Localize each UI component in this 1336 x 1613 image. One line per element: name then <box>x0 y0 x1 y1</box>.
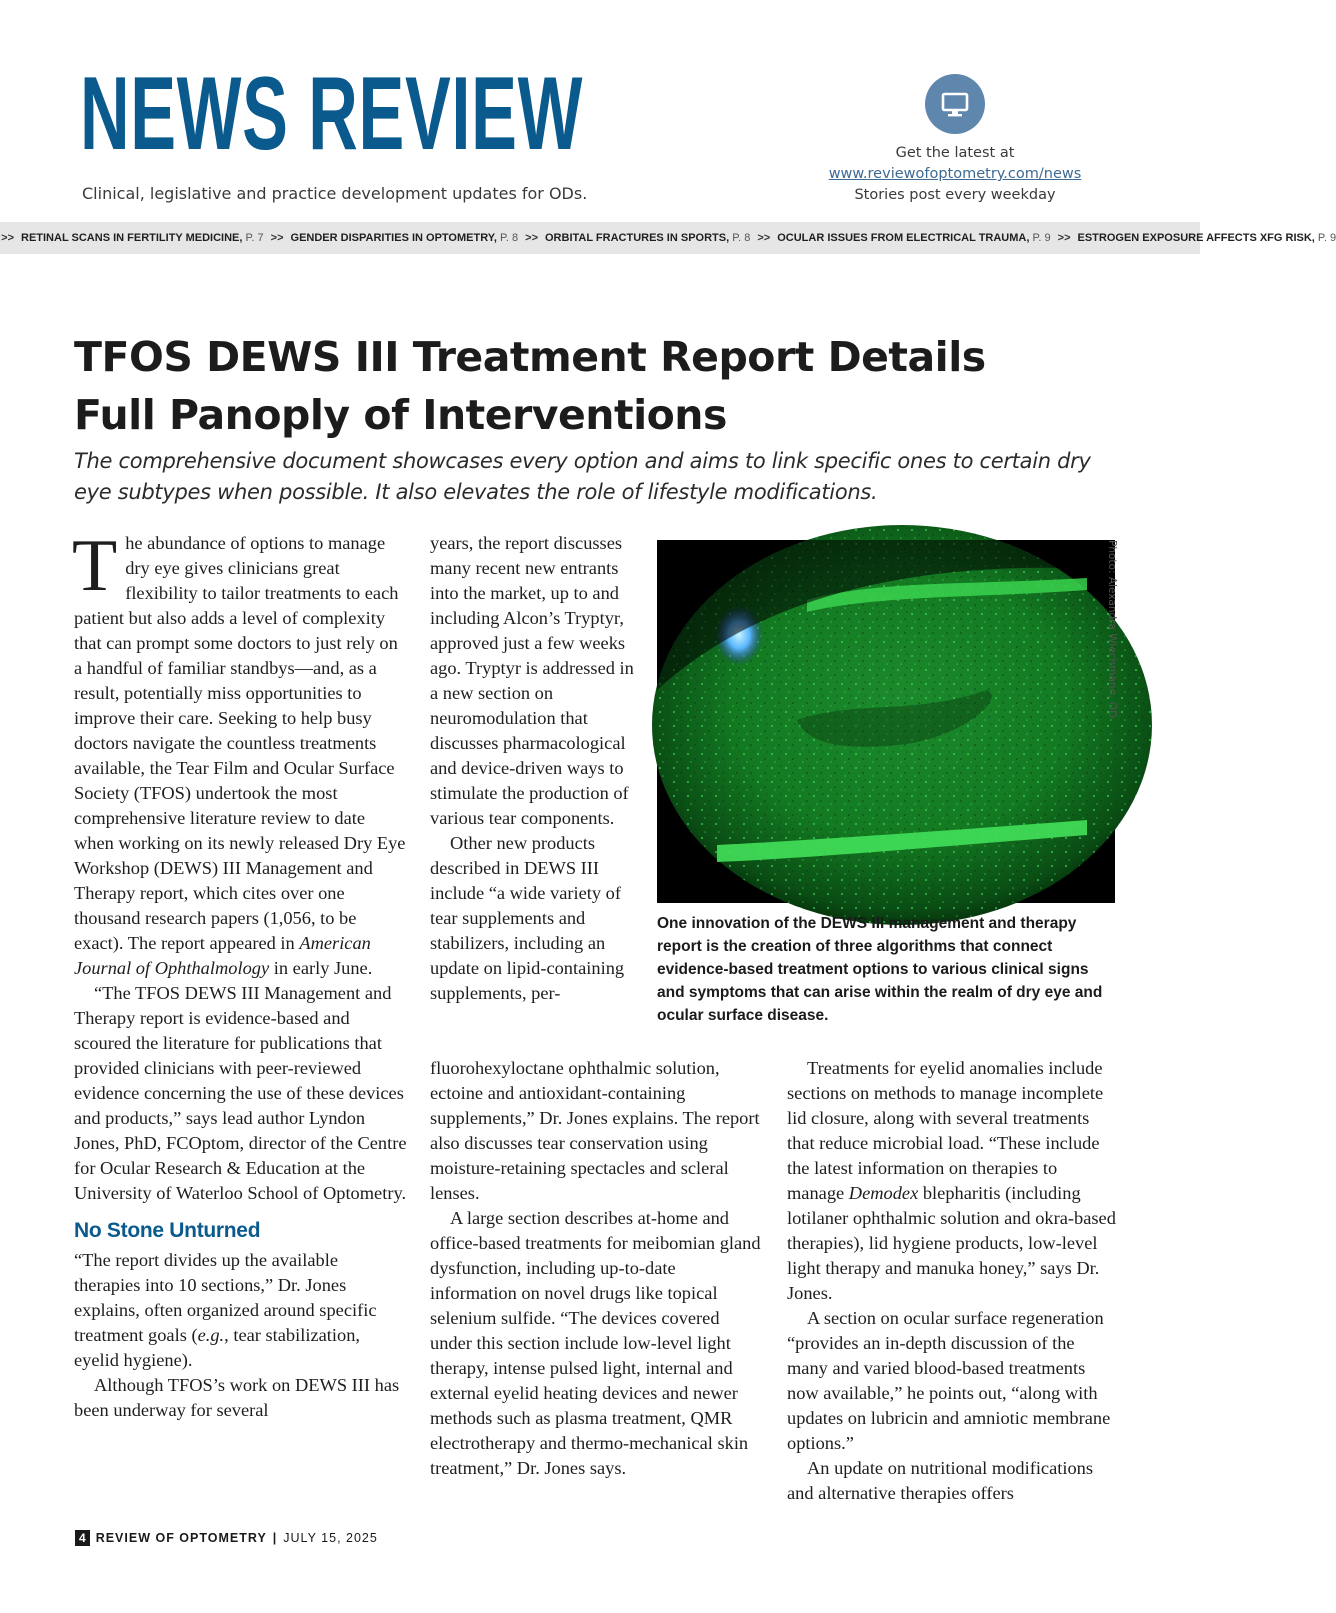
paragraph: A section on ocular surface regeneration “provides an in-depth discussion of the many and varied blood-based treatments now available,” he points out, “along with updates on lubricin and amniotic membrane options.” <box>787 1308 1111 1453</box>
folio-separator: | <box>272 1531 278 1545</box>
drop-cap: T <box>72 525 118 607</box>
article-subhead: No Stone Unturned <box>74 1219 261 1242</box>
teaser-separator: >> <box>1 232 14 244</box>
photo-credit: Photo: Alexandra Wiechmann, OD <box>1106 540 1118 719</box>
teaser-separator: >> <box>1057 232 1071 244</box>
teaser-item[interactable]: RETINAL SCANS IN FERTILITY MEDICINE, P. 7 <box>21 232 264 244</box>
promo-line-2: Stories post every weekday <box>854 187 1056 203</box>
article-dek: The comprehensive document showcases every option and aims to link specific ones to certain dry eye subtypes when possible. It also elevates the role of lifestyle modifications. <box>74 449 1091 504</box>
article-headline: TFOS DEWS III Treatment Report Details Full Panoply of Interventions <box>74 333 986 439</box>
paragraph: fluorohexyloctane ophthalmic solution, ectoine and antioxidant-containing supplements,” Dr. Jones explains. The report also discusses tear conservation using moisture-retaining spectacles and scleral lenses. <box>430 1058 760 1203</box>
article-column-2-upper <box>430 531 645 1006</box>
fluorescein-staining-image <box>657 540 1115 903</box>
promo-line-1: Get the latest at <box>895 145 1015 161</box>
computer-monitor-icon <box>925 74 985 134</box>
paragraph: “The report divides up the available therapies into 10 sections,” Dr. Jones explains, often organized around specific treatment goals (e.g., tear stabilization, eyelid hygiene). <box>74 1250 377 1370</box>
page-number: 4 <box>75 1530 90 1546</box>
article-column-1 <box>72 525 407 1423</box>
teaser-separator: >> <box>757 232 771 244</box>
species-name: Demodex <box>848 1183 919 1203</box>
eye-photo <box>657 540 1115 903</box>
section-subtitle: Clinical, legislative and practice development updates for ODs. <box>82 184 588 203</box>
issue-date: JULY 15, 2025 <box>283 1531 378 1545</box>
paragraph: A large section describes at-home and office-based treatments for meibomian gland dysfunction, including up-to-date information on novel drugs like topical selenium sulfide. “The devices covered under this section include low-level light therapy, intense pulsed light, internal and external eyelid heating devices and newer methods such as plasma treatment, QMR electrotherapy and thermo-mechanical skin treatment,” Dr. Jones says. <box>430 1208 761 1478</box>
news-link[interactable]: www.reviewofoptometry.com/news <box>828 166 1082 182</box>
paragraph: The abundance of options to manage dry eye gives clinicians great flexibility to tailor treatments to each patient but also adds a level of complexity that can prompt some doctors to just rely on a handful of familiar standbys—and, as a result, potentially miss opportunities to improve their care. Seeking to help busy doctors navigate the countless treatments available, the Tear Film and Ocular Surface Society (TFOS) undertook the most comprehensive literature review to date when working on its newly released Dry Eye Workshop (DEWS) III Management and Therapy report, which cites over one thousand research papers (1,056, to be exact). The report appeared in American Journal of Ophthalmology in early June. <box>72 525 406 978</box>
teaser-item[interactable]: ESTROGEN EXPOSURE AFFECTS XFG RISK, P. 9 <box>1077 232 1336 244</box>
page-footer <box>75 1530 378 1546</box>
teaser-item[interactable]: ORBITAL FRACTURES IN SPORTS, P. 8 <box>545 232 751 244</box>
teaser-strip <box>0 222 1336 254</box>
teaser-separator: >> <box>525 232 538 244</box>
teaser-separator: >> <box>270 232 284 244</box>
journal-name: American Journal of Ophthalmology <box>74 933 371 978</box>
paragraph: An update on nutritional modifications and alternative therapies offers <box>787 1458 1094 1503</box>
web-promo <box>790 74 1120 206</box>
paragraph: Other new products described in DEWS III include “a wide variety of tear supplements and stabilizers, including an update on lipid-containing supplements, per- <box>430 833 625 1003</box>
paragraph: Treatments for eyelid anomalies include sections on methods to manage incomplete lid closure, along with several treatments that reduce microbial load. “These include the latest information on therapies to manage Demodex blepharitis (including lotilaner ophthalmic solution and okra-based therapies), lid hygiene products, low-level light therapy and manuka honey,” says Dr. Jones. <box>787 1058 1116 1303</box>
publication-name: REVIEW OF OPTOMETRY <box>95 1531 267 1545</box>
teaser-item[interactable]: GENDER DISPARITIES IN OPTOMETRY, P. 8 <box>290 232 519 244</box>
teaser-item[interactable]: OCULAR ISSUES FROM ELECTRICAL TRAUMA, P. 9 <box>777 232 1051 244</box>
paragraph: “The TFOS DEWS III Management and Therapy report is evidence-based and scoured the literature for publications that provided clinicians with peer-reviewed evidence concerning the use of these devices and products,” says lead author Lyndon Jones, PhD, FCOptom, director of the Centre for Ocular Research & Education at the University of Waterloo School of Optometry. <box>74 983 407 1203</box>
section-title: NEWS REVIEW <box>80 56 584 172</box>
article-column-3 <box>787 1056 1117 1506</box>
article-column-2-lower <box>430 1056 763 1481</box>
photo-caption: One innovation of the DEWS III management and therapy report is the creation of three algorithms that connect evidence-based treatment options to various clinical signs and symptoms that can arise within the realm of dry eye and ocular surface disease. <box>657 915 1103 1024</box>
paragraph: Although TFOS’s work on DEWS III has been underway for several <box>74 1375 400 1420</box>
paragraph: years, the report discusses many recent new entrants into the market, up to and including Alcon’s Tryptyr, approved just a few weeks ago. Tryptyr is addressed in a new section on neuromodulation that discusses pharmacological and device-driven ways to stimulate the production of various tear components. <box>430 533 634 828</box>
